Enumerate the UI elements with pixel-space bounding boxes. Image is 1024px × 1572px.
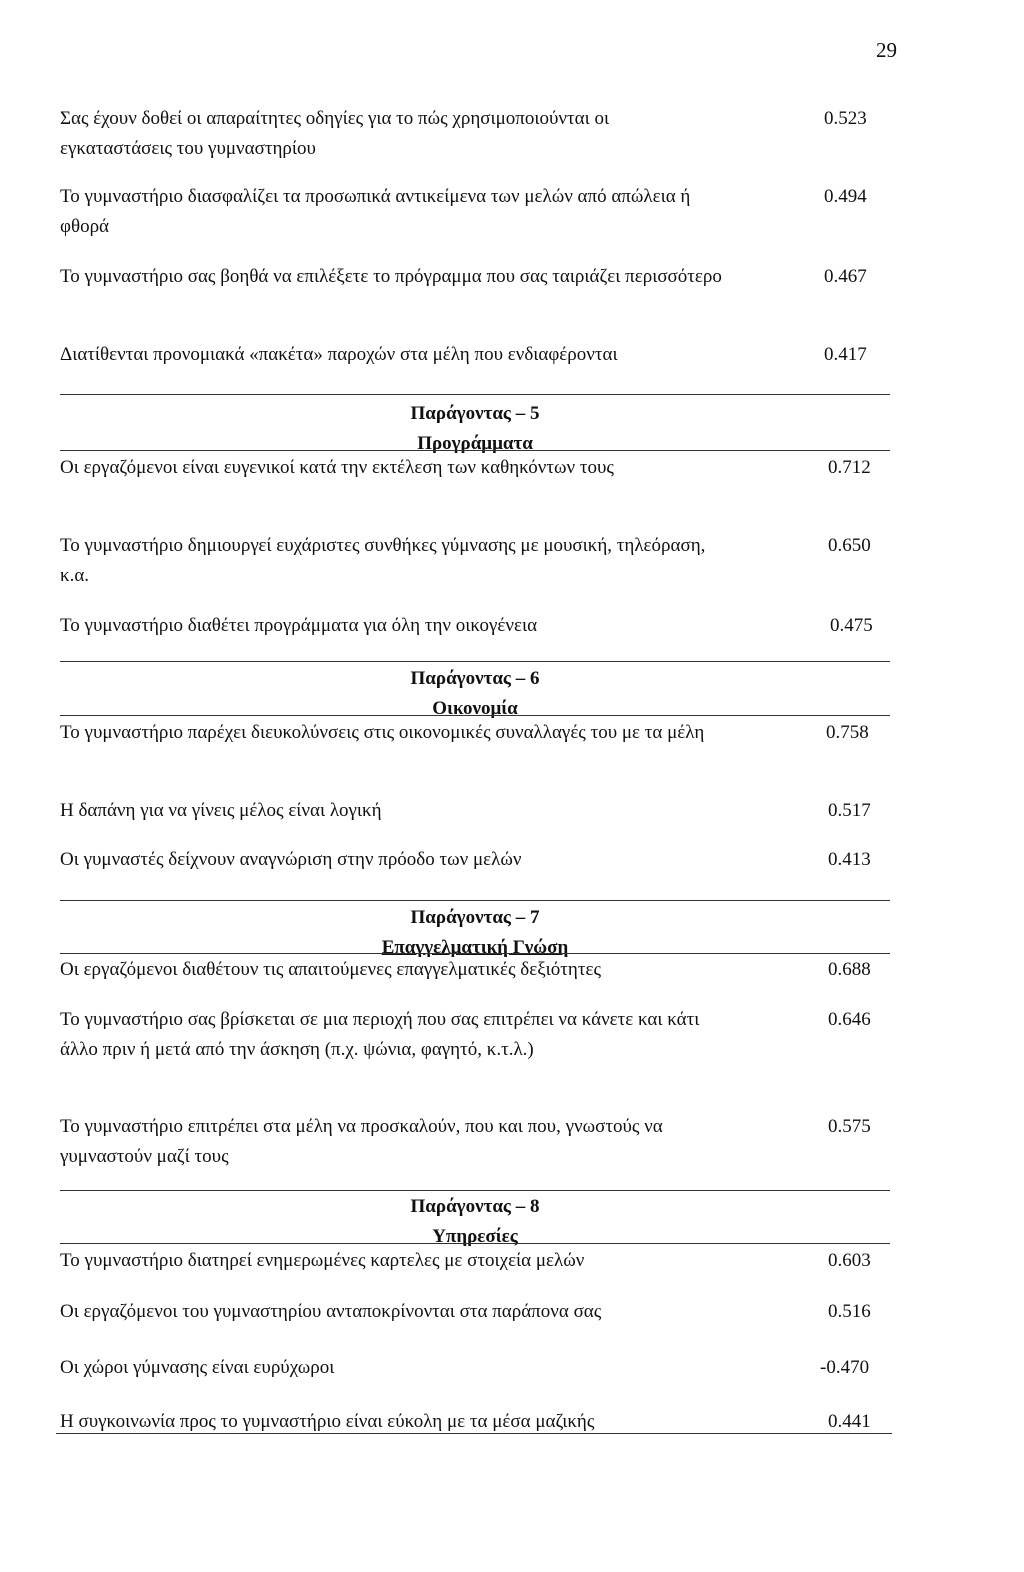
item-loading: 0.688 bbox=[828, 959, 871, 980]
item-text: Διατίθενται προνομιακά «πακέτα» παροχών στα μέλη που ενδιαφέρονται bbox=[60, 344, 618, 365]
item-loading: 0.523 bbox=[824, 108, 867, 129]
item-loading: 0.646 bbox=[828, 1009, 871, 1030]
table-rule bbox=[60, 1243, 890, 1244]
item-loading: 0.475 bbox=[830, 615, 873, 636]
item-text: Οι γυμναστές δείχνουν αναγνώριση στην πρόοδο των μελών bbox=[60, 849, 522, 870]
item-loading: 0.467 bbox=[824, 266, 867, 287]
page-number: 29 bbox=[876, 38, 897, 62]
item-text: Η δαπάνη για να γίνεις μέλος είναι λογική bbox=[60, 800, 382, 821]
factor-number: Παράγοντας – 6 bbox=[410, 668, 540, 689]
item-loading: 0.494 bbox=[824, 186, 867, 207]
item-text: Οι εργαζόμενοι του γυμναστηρίου ανταποκρίνονται στα παράπονα σας bbox=[60, 1301, 602, 1322]
item-loading: 0.758 bbox=[826, 722, 869, 743]
item-loading: 0.441 bbox=[828, 1411, 871, 1432]
item-text: Σας έχουν δοθεί οι απαραίτητες οδηγίες για το πώς χρησιμοποιούνται οι εγκαταστάσεις του γυμναστηρίου bbox=[60, 108, 610, 159]
factor-number: Παράγοντας – 7 bbox=[410, 907, 540, 928]
item-loading: 0.575 bbox=[828, 1116, 871, 1137]
item-text: Το γυμναστήριο διασφαλίζει τα προσωπικά αντικείμενα των μελών από απώλεια ή φθορά bbox=[60, 186, 691, 237]
item-text: Το γυμναστήριο επιτρέπει στα μέλη να προσκαλούν, που και που, γνωστούς να γυμναστούν μαζί τους bbox=[60, 1116, 663, 1167]
item-text: Το γυμναστήριο παρέχει διευκολύνσεις στις οικονομικές συναλλαγές του με τα μέλη bbox=[60, 722, 705, 743]
item-text: Οι εργαζόμενοι διαθέτουν τις απαιτούμενες επαγγελματικές δεξιότητες bbox=[60, 959, 601, 980]
item-loading: 0.603 bbox=[828, 1250, 871, 1271]
item-loading: 0.413 bbox=[828, 849, 871, 870]
table-rule bbox=[60, 394, 890, 395]
table-rule bbox=[60, 715, 890, 716]
item-loading: 0.650 bbox=[828, 535, 871, 556]
factor-number: Παράγοντας – 8 bbox=[410, 1196, 540, 1217]
factor-name: Οικονομία bbox=[432, 698, 518, 719]
table-rule bbox=[60, 1190, 890, 1191]
item-text: Οι χώροι γύμνασης είναι ευρύχωροι bbox=[60, 1357, 335, 1378]
item-loading: 0.517 bbox=[828, 800, 871, 821]
factor-name: Επαγγελματική Γνώση bbox=[381, 937, 569, 958]
factor-number: Παράγοντας – 5 bbox=[410, 403, 540, 424]
factor-heading bbox=[60, 903, 890, 963]
item-text: Το γυμναστήριο δημιουργεί ευχάριστες συνθήκες γύμνασης με μουσική, τηλεόραση, κ.α. bbox=[60, 535, 706, 586]
item-text: Το γυμναστήριο σας βοηθά να επιλέξετε το πρόγραμμα που σας ταιριάζει περισσότερο bbox=[60, 266, 722, 287]
table-bottom-rule bbox=[56, 1433, 892, 1434]
item-text: Οι εργαζόμενοι είναι ευγενικοί κατά την εκτέλεση των καθηκόντων τους bbox=[60, 457, 614, 478]
table-rule bbox=[60, 450, 890, 451]
item-loading: 0.417 bbox=[824, 344, 867, 365]
table-rule bbox=[60, 900, 890, 901]
table-rule bbox=[60, 661, 890, 662]
item-text: Η συγκοινωνία προς το γυμναστήριο είναι εύκολη με τα μέσα μαζικής bbox=[60, 1411, 595, 1432]
item-loading: 0.712 bbox=[828, 457, 871, 478]
item-text: Το γυμναστήριο διαθέτει προγράμματα για όλη την οικογένεια bbox=[60, 615, 538, 636]
item-loading: -0.470 bbox=[820, 1357, 870, 1378]
table-rule bbox=[60, 953, 890, 954]
item-text: Το γυμναστήριο διατηρεί ενημερωμένες καρτελες με στοιχεία μελών bbox=[60, 1250, 585, 1271]
item-text: Το γυμναστήριο σας βρίσκεται σε μια περιοχή που σας επιτρέπει να κάνετε και κάτι άλλο πριν ή μετά από την άσκηση (π.χ. ψώνια, φαγητό, κ.τ.λ.) bbox=[60, 1009, 700, 1060]
factor-name: Υπηρεσίες bbox=[432, 1226, 518, 1247]
item-loading: 0.516 bbox=[828, 1301, 871, 1322]
factor-name: Προγράμματα bbox=[417, 433, 533, 454]
